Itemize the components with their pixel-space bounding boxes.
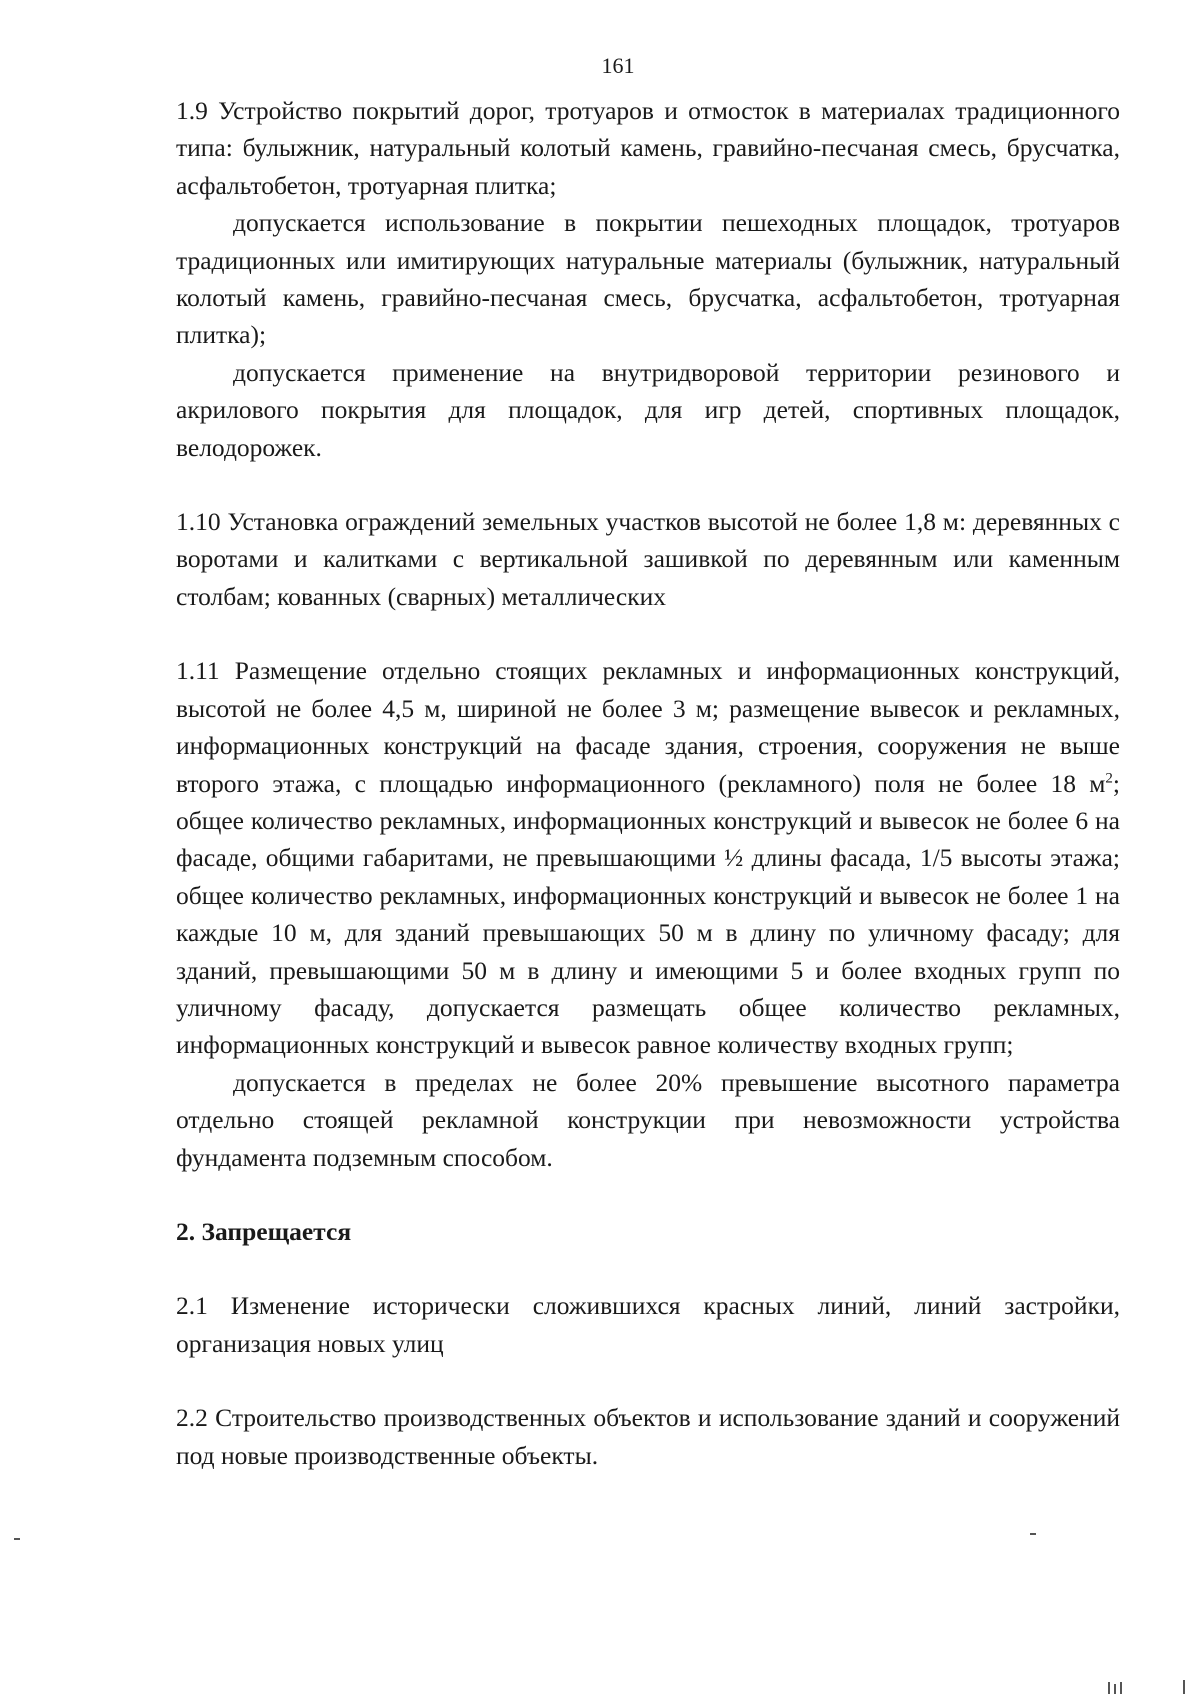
spacer: [176, 1362, 1120, 1399]
scan-mark: [14, 1538, 20, 1540]
scan-mark: [1114, 1684, 1116, 1694]
scan-mark: [1108, 1682, 1110, 1694]
spacer: [176, 1176, 1120, 1213]
scan-mark: [1030, 1533, 1036, 1535]
paragraph-1-9: 1.9 Устройство покрытий дорог, тротуаров и отмосток в материалах традиционного типа: булыжник, натуральный колотый камень, гравийно-песчаная смесь, брусчатка, асфальтобетон, тротуарная плитка;: [176, 96, 1120, 200]
spacer: [176, 466, 1120, 503]
paragraph-1-11: [176, 652, 1120, 1063]
paragraph-1-11-part-2: ; общее количество рекламных, информационных конструкций и вывесок не более 6 на фасаде, общими габаритами, не превышающими ½ длины фасада, 1/5 высоты этажа; общее количество рекламных, информационных конструкций и вывесок не более 1 на каждые 10 м, для зданий превышающих 50 м в длину по уличному фасаду; для зданий, превышающими 50 м в длину и имеющими 5 и более входных групп по уличному фасаду, допускается размещать общее количество рекламных, информационных конструкций и вывесок равное количеству входных групп;: [176, 768, 1120, 1060]
scan-mark: [1183, 1680, 1185, 1694]
paragraph-1-10: 1.10 Установка ограждений земельных участков высотой не более 1,8 м: деревянных с воротами и калитками с вертикальной зашивкой по деревянным или каменным столбам; кованных (сварных) металлических: [176, 507, 1120, 611]
spacer: [176, 615, 1120, 652]
document-body: [176, 92, 1120, 1474]
paragraph-1-11-allowed: допускается в пределах не более 20% превышение высотного параметра отдельно стоящей рекламной конструкции при невозможности устройства фундамента подземным способом.: [176, 1067, 1120, 1172]
paragraph-1-9-allowed-rubber: допускается применение на внутридворовой территории резинового и акрилового покрытия для площадок, для игр детей, спортивных площадок, велодорожек.: [176, 357, 1120, 462]
paragraph-2-2: 2.2 Строительство производственных объектов и использование зданий и сооружений под новые производственные объекты.: [176, 1403, 1120, 1470]
spacer: [176, 1250, 1120, 1287]
scan-mark: [1120, 1682, 1122, 1694]
paragraph-2-1: 2.1 Изменение исторически сложившихся красных линий, линий застройки, организация новых улиц: [176, 1291, 1120, 1358]
section-2-heading: 2. Запрещается: [176, 1216, 352, 1246]
paragraph-1-9-allowed-paving: допускается использование в покрытии пешеходных площадок, тротуаров традиционных или имитирующих натуральные материалы (булыжник, натуральный колотый камень, гравийно-песчаная смесь, брусчатка, асфальтобетон, тротуарная плитка);: [176, 208, 1120, 350]
paragraph-1-11-part-1: 1.11 Размещение отдельно стоящих рекламных и информационных конструкций, высотой не более 4,5 м, шириной не более 3 м; размещение вывесок и рекламных, информационных конструкций на фасаде здания, строения, сооружения не выше второго этажа, с площадью информационного (рекламного) поля не более 18 м: [176, 656, 1120, 798]
page-number: 161: [601, 53, 635, 78]
superscript-squared: 2: [1105, 770, 1113, 786]
